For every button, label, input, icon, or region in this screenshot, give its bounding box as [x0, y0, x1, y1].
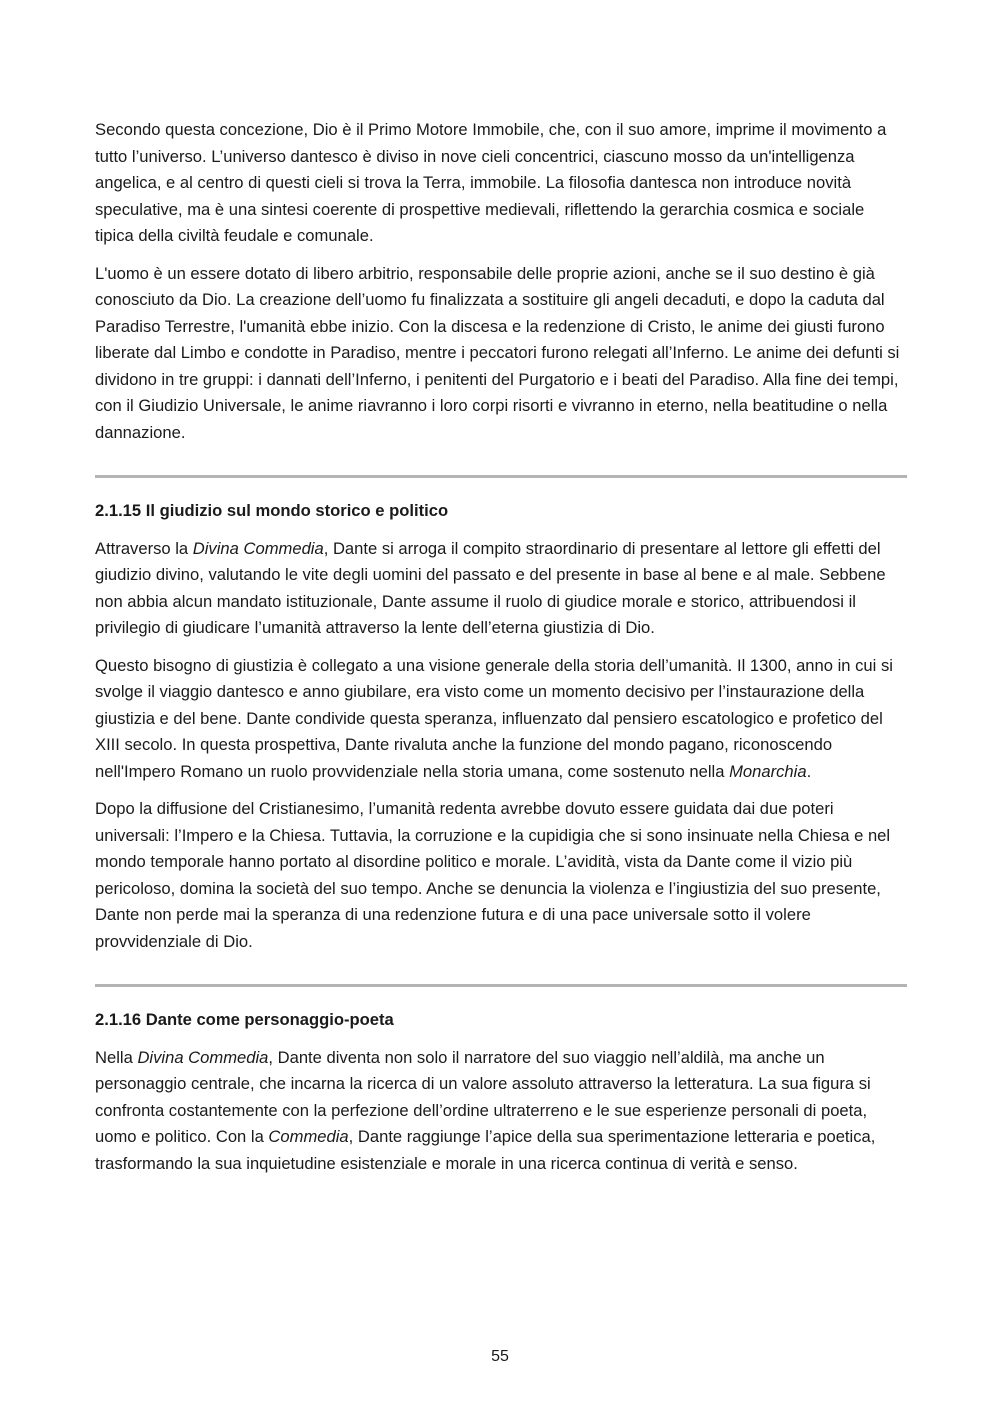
paragraph-2-1-15-1: [95, 536, 907, 642]
text-run: , Dante diventa non solo il narratore del suo viaggio nell’aldilà, ma anche un personaggio centrale, che incarna la ricerca di un valore assoluto attraverso la letteratura. La sua figura si confronta costantemente con la perfezione dell’ordine ultraterreno e le sue esperienze personali di poeta, uomo e politico. Con la: [95, 1047, 871, 1146]
text-run: , Dante si arroga il compito straordinario di presentare al lettore gli effetti del giudizio divino, valutando le vite degli uomini del passato e del presente in base al bene e al male. Sebbene non abbia alcun mandato istituzionale, Dante assume il ruolo di giudice morale e storico, attribuendosi il privilegio di giudicare l’umanità attraverso la lente dell’eterna giustizia di Dio.: [95, 538, 886, 637]
page-number: 55: [491, 1348, 509, 1365]
text-run: Questo bisogno di giustizia è collegato a una visione generale della storia dell’umanità. Il 1300, anno in cui si svolge il viaggio dantesco e anno giubilare, era visto come un momento decisivo per l’instaurazione della giustizia e del bene. Dante condivide questa speranza, influenzato dal pensiero escatologico e profetico del XIII secolo. In questa prospettiva, Dante rivaluta anche la funzione del mondo pagano, riconoscendo nell'Impero Romano un ruolo provvidenziale nella storia umana, come sostenuto nella: [95, 655, 893, 781]
page-content: [95, 117, 907, 1188]
italic-title: Divina Commedia: [137, 1047, 269, 1067]
italic-title: Monarchia: [729, 761, 807, 781]
paragraph-2-1-16-1: [95, 1045, 907, 1178]
section-heading-2-1-16: 2.1.16 Dante come personaggio-poeta: [95, 1010, 394, 1029]
text-run: , Dante raggiunge l’apice della sua sperimentazione letteraria e poetica, trasformando la sua inquietudine esistenziale e morale in una ricerca continua di verità e senso.: [95, 1127, 876, 1173]
text-run: Attraverso la: [95, 538, 193, 558]
paragraph-2-1-15-3: Dopo la diffusione del Cristianesimo, l’umanità redenta avrebbe dovuto essere guidata dai due poteri universali: l’Impero e la Chiesa. Tuttavia, la corruzione e la cupidigia che si sono insinuate nella Chiesa e nel mondo temporale hanno portato al disordine politico e morale. L’avidità, vista da Dante come il vizio più pericoloso, domina la società del suo tempo. Anche se denuncia la violenza e l’ingiustizia del suo presente, Dante non perde mai la speranza di una redenzione futura e di una pace universale sotto il volere provvidenziale di Dio.: [95, 799, 891, 951]
italic-title: Commedia: [268, 1127, 349, 1146]
text-run: .: [806, 761, 812, 781]
paragraph-2-1-15-2: [95, 653, 907, 786]
italic-title: Divina Commedia: [192, 538, 324, 558]
text-run: Nella: [95, 1047, 138, 1067]
paragraph-intro-2: L'uomo è un essere dotato di libero arbitrio, responsabile delle proprie azioni, anche se il suo destino è già conosciuto da Dio. La creazione dell’uomo fu finalizzata a sostituire gli angeli decaduti, e dopo la caduta dal Paradiso Terrestre, l'umanità ebbe inizio. Con la discesa e la redenzione di Cristo, le anime dei giusti furono liberate dal Limbo e condotte in Paradiso, mentre i peccatori furono relegati all’Inferno. Le anime dei defunti si dividono in tre gruppi: i dannati dell’Inferno, i penitenti del Purgatorio e i beati del Paradiso. Alla fine dei tempi, con il Giudizio Universale, le anime riavranno i loro corpi risorti e vivranno in eterno, nella beatitudine o nella dannazione.: [95, 263, 900, 442]
section-heading-2-1-15: 2.1.15 Il giudizio sul mondo storico e politico: [95, 501, 449, 520]
paragraph-intro-1: Secondo questa concezione, Dio è il Primo Motore Immobile, che, con il suo amore, imprime il movimento a tutto l’universo. L’universo dantesco è diviso in nove cieli concentrici, ciascuno mosso da un'intelligenza angelica, e al centro di questi cieli si trova la Terra, immobile. La filosofia dantesca non introduce novità speculative, ma è una sintesi coerente di prospettive medievali, riflettendo la gerarchia cosmica e sociale tipica della civiltà feudale e comunale.: [95, 120, 887, 245]
